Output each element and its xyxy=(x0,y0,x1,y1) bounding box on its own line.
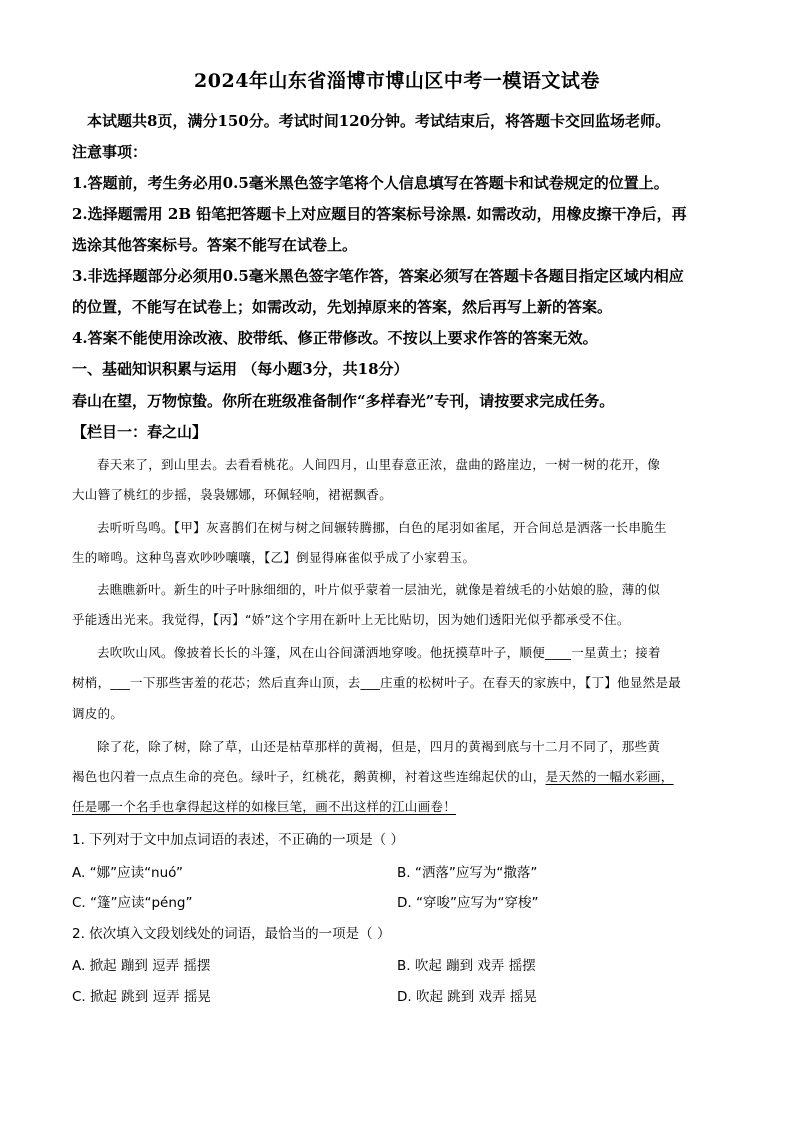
passage-line: 乎能透出光来。我觉得，【丙】“娇”这个字用在新叶上无比贴切，因为她们透阳光似乎都承受不住。 xyxy=(72,612,630,627)
passage-line: 树梢，___一下那些害羞的花芯；然后直奔山顶，去___庄重的松树叶子。在春天的家族中，【丁】他显然是最 xyxy=(72,675,682,690)
passage-line: 调皮的。 xyxy=(72,706,124,721)
underlined-sentence: 任是哪一个名手也拿得起这样的如椽巨笔，画不出这样的江山画卷！ xyxy=(72,799,457,814)
notice-item-4: 4.答案不能使用涂改液、胶带纸、修正带修改。不按以上要求作答的答案无效。 xyxy=(72,329,598,347)
passage-line xyxy=(72,767,674,785)
passage-text: 褐色也闪着一点点生命的亮色。绿叶子，红桃花，鹅黄柳，衬着这些连绵起伏的山， xyxy=(72,769,546,784)
section-heading: 一、基础知识积累与运用 （每小题3分，共18分） xyxy=(72,360,409,378)
page-title: 2024年山东省淄博市博山区中考一模语文试卷 xyxy=(194,70,600,92)
notice-item-1: 1.答题前，考生务必用0.5毫米黑色签字笔将个人信息填写在答题卡和试卷规定的位置上。 xyxy=(72,174,669,192)
passage-line: 大山簪了桃红的步摇，袅袅娜娜，环佩轻响，裙裾飘香。 xyxy=(72,487,393,502)
passage-line: 除了花，除了树，除了草，山还是枯草那样的黄褐，但是，四月的黄褐到底与十二月不同了，那些黄 xyxy=(97,739,661,754)
question-2-option-c: C. 掀起 跳到 逗弄 摇晃 xyxy=(72,989,211,1005)
column-heading: 【栏目一：春之山】 xyxy=(72,423,208,441)
notice-item-2: 2.选择题需用 2B 铅笔把答题卡上对应题目的答案标号涂黑. 如需改动，用橡皮擦干净后，再 xyxy=(72,205,687,223)
notice-item-3-cont: 的位置，不能写在试卷上；如需改动，先划掉原来的答案，然后再写上新的答案。 xyxy=(72,298,613,316)
task-intro: 春山在望，万物惊蛰。你所在班级准备制作“多样春光”专刊，请按要求完成任务。 xyxy=(72,392,615,410)
passage-line: 春天来了，到山里去。去看看桃花。人间四月，山里春意正浓，盘曲的路崖边，一树一树的花开，像 xyxy=(97,457,661,472)
question-1-stem: 1. 下列对于文中加点词语的表述，不正确的一项是（ ） xyxy=(72,832,404,848)
question-2-option-b: B. 吹起 蹦到 戏弄 摇摆 xyxy=(397,958,536,974)
passage-line: 去听听鸟鸣。【甲】灰喜鹊们在树与树之间辗转腾挪，白色的尾羽如雀尾，开合间总是洒落一长串脆生 xyxy=(97,520,667,535)
question-2-option-a: A. 掀起 蹦到 逗弄 摇摆 xyxy=(72,958,211,974)
passage-line: 生的啼鸣。这种鸟喜欢吵吵嚷嚷，【乙】倒显得麻雀似乎成了小家碧玉。 xyxy=(72,550,476,565)
passage-line: 去瞧瞧新叶。新生的叶子叶脉细细的，叶片似乎蒙着一层油光，就像是着绒毛的小姑娘的脸，薄的似 xyxy=(97,582,661,597)
question-1-option-d: D. “穿唆”应写为“穿梭” xyxy=(397,895,539,911)
exam-intro: 本试题共8页，满分150分。考试时间120分钟。考试结束后，将答题卡交回监场老师。 xyxy=(87,112,671,130)
notice-item-2-cont: 选涂其他答案标号。答案不能写在试卷上。 xyxy=(72,236,358,254)
question-1-option-b: B. “洒落”应写为“撒落” xyxy=(397,865,538,881)
notice-heading: 注意事项： xyxy=(72,143,148,161)
notice-item-3: 3.非选择题部分必须用0.5毫米黑色签字笔作答，答案必须写在答题卡各题目指定区域内相应 xyxy=(72,267,684,285)
underlined-sentence: 是天然的一幅水彩画， xyxy=(545,769,674,784)
question-2-option-d: D. 吹起 跳到 戏弄 摇晃 xyxy=(397,989,537,1005)
question-1-option-c: C. “篷”应读“péng” xyxy=(72,895,193,911)
question-2-stem: 2. 依次填入文段划线处的词语，最恰当的一项是（ ） xyxy=(72,926,391,942)
passage-line: 去吹吹山风。像披着长长的斗篷，风在山谷间潇洒地穿唆。他抚摸草叶子，顺便____一星黄土；接着 xyxy=(97,645,661,660)
question-1-option-a: A. “娜”应读“nuó” xyxy=(72,865,183,881)
